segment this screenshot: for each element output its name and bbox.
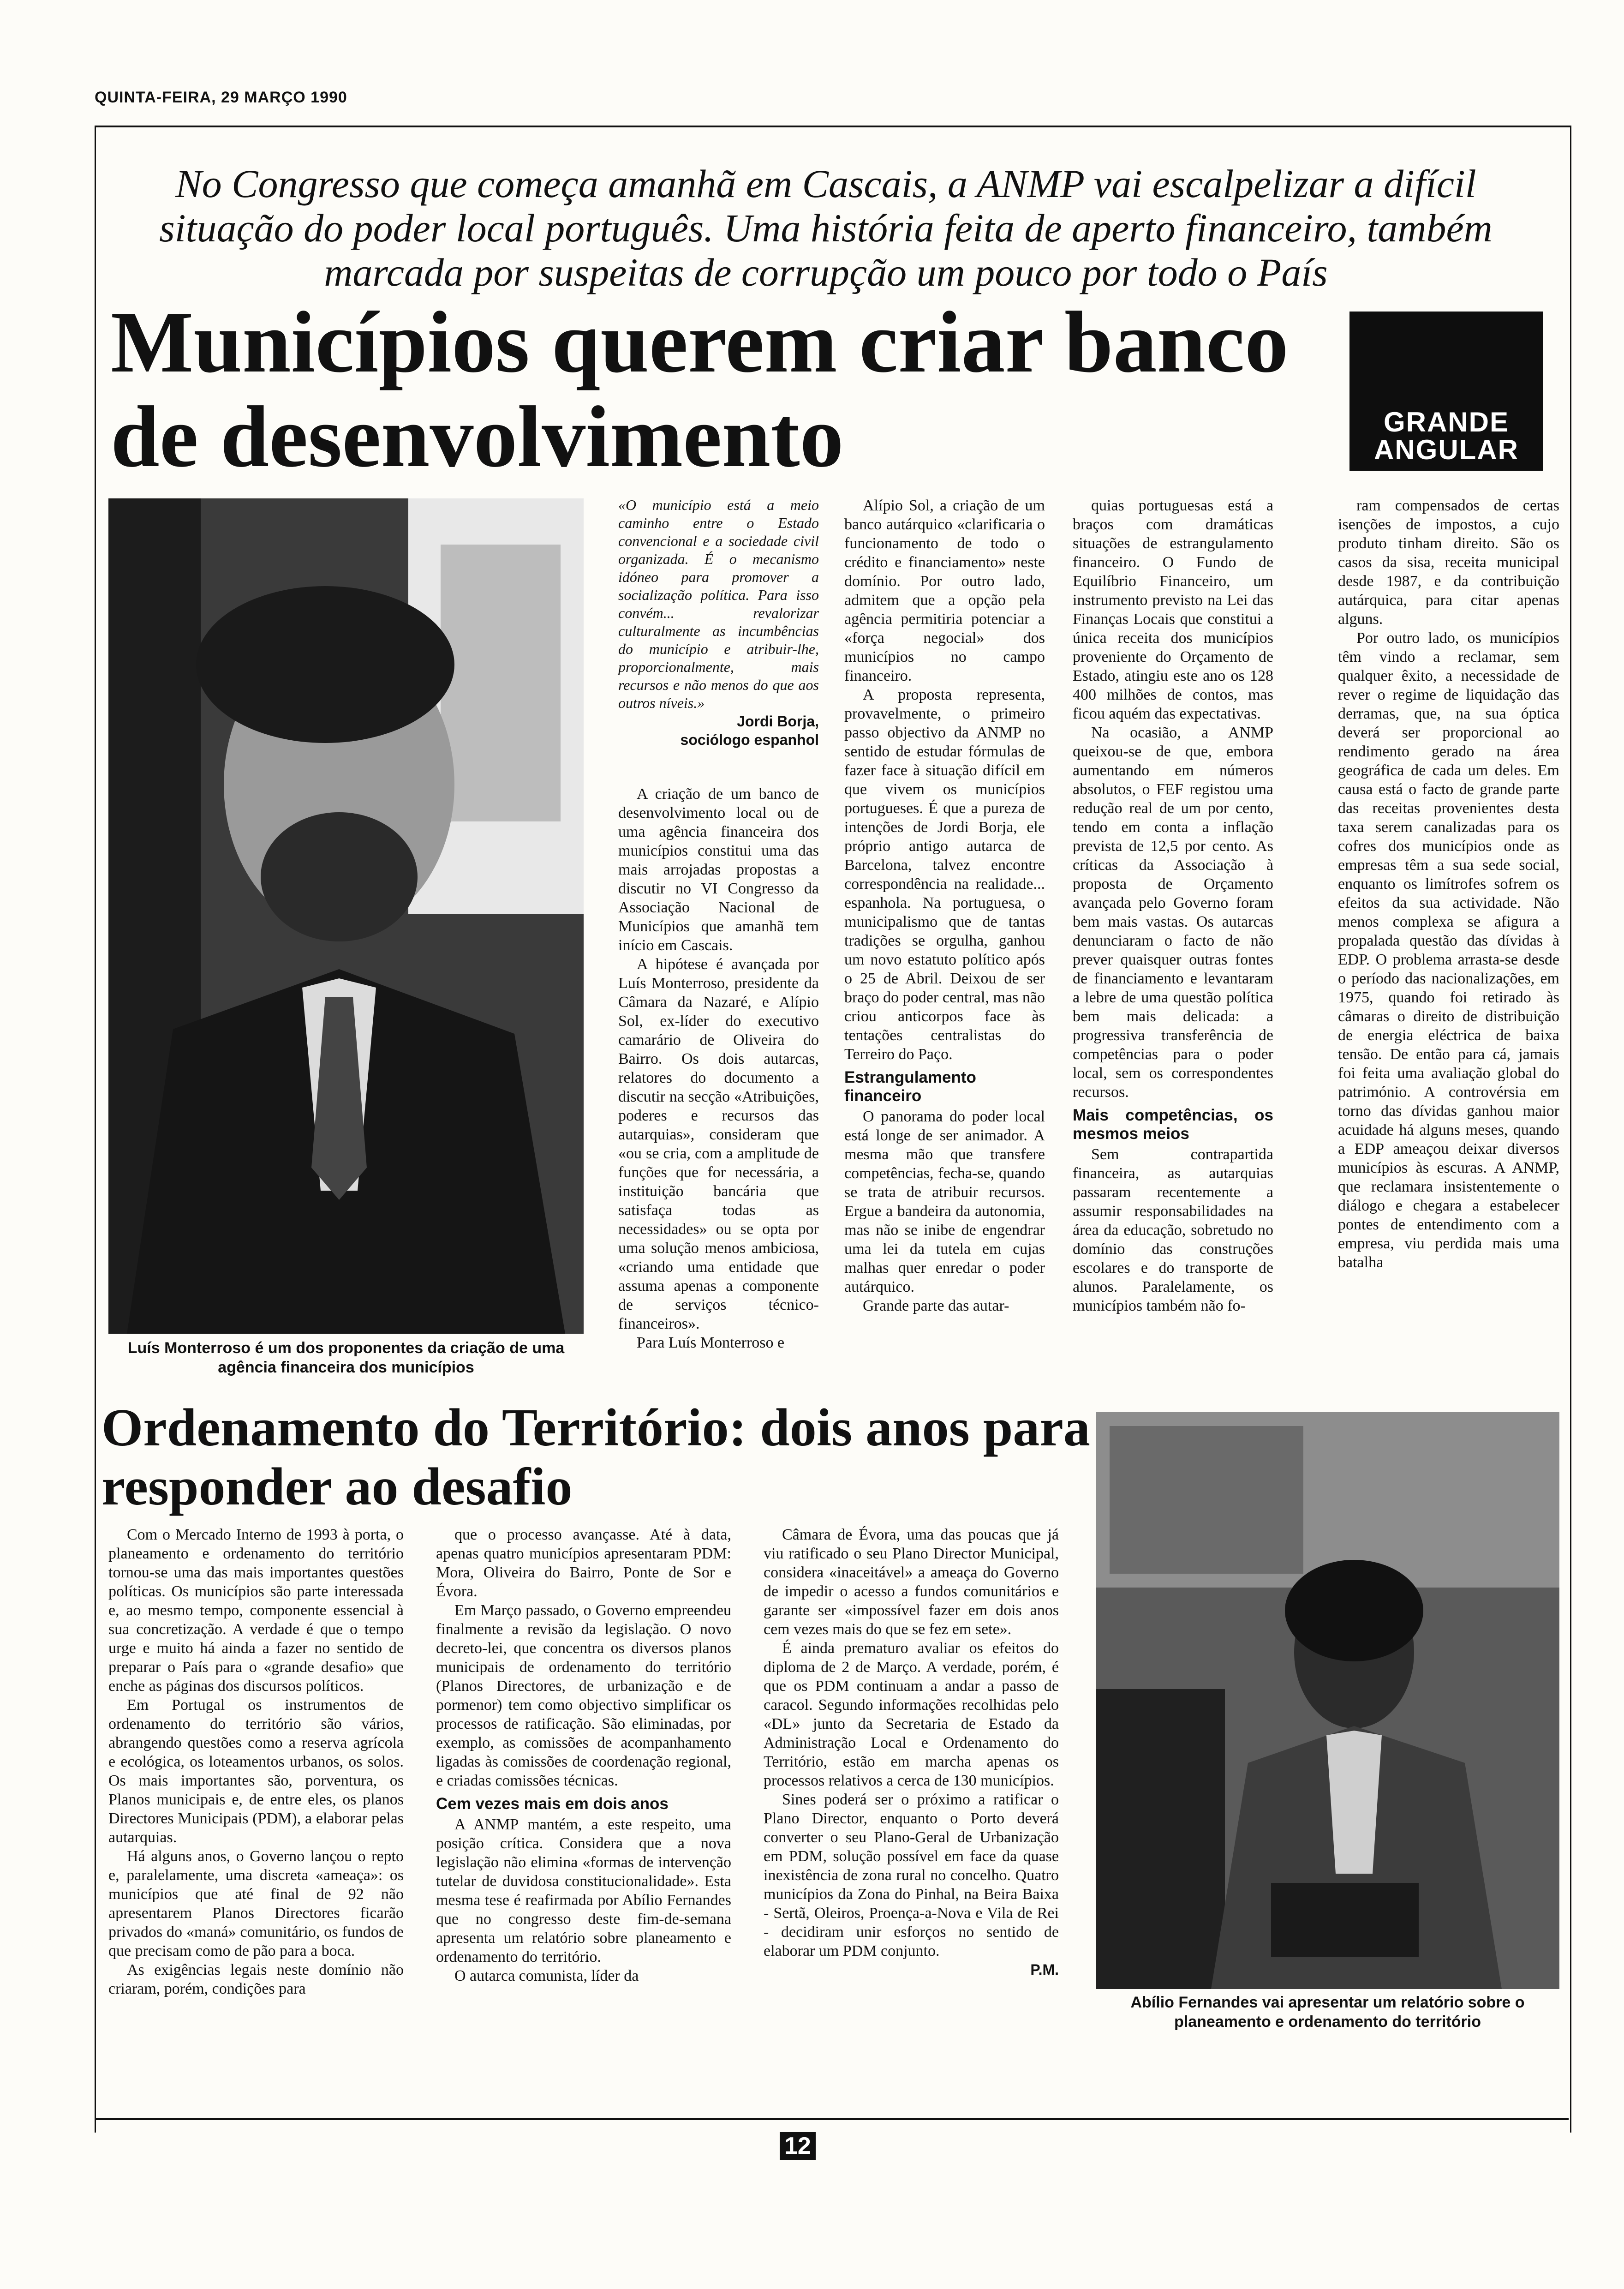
article1-column-4 xyxy=(1338,496,1559,1272)
article2-column-2 xyxy=(436,1525,731,1985)
paragraph: É ainda prematuro avaliar os efeitos do diploma de 2 de Março. A verdade, porém, é que os PDM continuam a andar a passo de caracol. Segundo informações recolhidas pelo «DL» junto da Secretaria de Estado da Administração Local e Ordenamento do Território, estão em marcha apenas os processos relativos a cerca de 130 municípios. xyxy=(764,1640,1059,1789)
paragraph: A proposta representa, provavelmente, o primeiro passo objectivo da ANMP no sentido de estudar fórmulas de fazer face à situação difícil em que vivem os municípios portugueses. É que a pureza de intenções de Jordi Borja, ele próprio antigo autarca de Barcelona, talvez encontre correspondência na realidade... espanhola. Na portuguesa, o municipalismo que de tantas tradições se orgulha, ganhou um novo estatuto político após o 25 de Abril. Deixou de ser braço do poder central, mas não criou anticorpos face às tentações centralistas do Terreiro do Paço. xyxy=(844,686,1045,1063)
paragraph: As exigências legais neste domínio não criaram, porém, condições para xyxy=(108,1961,404,1997)
portrait-illustration xyxy=(1096,1412,1559,1989)
photo-luis-monterroso xyxy=(108,498,584,1334)
quote-author-title: sociólogo espanhol xyxy=(680,731,819,748)
paragraph: A hipótese é avançada por Luís Monterroso, presidente da Câmara da Nazaré, e Alípio Sol, ex-líder do executivo camarário de Oliveira do Bairro. Os dois autarcas, relatores do documento a discutir na secção «Atribuições, poderes e recursos das autarquias», consideram que «ou se cria, com a amplitude de funções que for necessária, a instituição bancária que satisfaça todas as necessidades» ou se opta por uma solução menos ambiciosa, «criando uma entidade que assuma apenas a componente de serviços técnico-financeiros». xyxy=(618,956,819,1332)
photo1-caption: Luís Monterroso é um dos proponentes da criação de uma agência financeira dos municípios xyxy=(127,1339,565,1376)
dateline: QUINTA-FEIRA, 29 MARÇO 1990 xyxy=(95,89,347,106)
paragraph: A criação de um banco de desenvolvimento local ou de uma agência financeira dos municípios constitui uma das mais arrojadas propostas a discutir no VI Congresso da Associação Nacional de Municípios que amanhã tem início em Cascais. xyxy=(618,785,819,954)
paragraph: O autarca comunista, líder da xyxy=(454,1967,639,1984)
pull-quote xyxy=(618,496,819,749)
quote-author: Jordi Borja, xyxy=(737,713,819,730)
paragraph: Na ocasião, a ANMP queixou-se de que, embora aumentando em números absolutos, o FEF registou uma redução real de um por cento, tendo em conta a inflação prevista de 12,5 por cento. As críticas da Associação à proposta de Orçamento avançada pelo Governo foram bem mais vastas. Os autarcas denunciaram o facto de não prever quaisquer outras fontes de financiamento e levantaram a lebre de uma questão política bem mais delicada: a progressiva transferência de competências para o poder local, sem os correspondentes recursos. xyxy=(1073,724,1273,1101)
article2-column-1 xyxy=(108,1525,404,1998)
paragraph: Por outro lado, os municípios têm vindo a reclamar, sem qualquer êxito, a necessidade de rever o regime de liquidação das derramas, que, na sua óptica deverá ser proporcional ao rendimento gerado na área geográfica de cada um deles. Em causa está o facto de grande parte das receitas provenientes desta taxa serem canalizadas para os cofres dos municípios onde as empresas têm a sua sede social, enquanto os limítrofes sofrem os efeitos da sua actividade. Não menos complexa se afigura a propalada questão das dívidas à EDP. O problema arrasta-se desde o período das nacionalizações, em 1975, quando foi retirado às câmaras o direito de distribuição de energia eléctrica de baixa tensão. De então para cá, jamais foi feita uma avaliação global do património. A controvérsia em torno das dívidas ganhou maior acuidade há alguns meses, quando a EDP ameaçou deixar diversos municípios às escuras. A ANMP, que reclamara insistentemente o diálogo e chegara a estabelecer pontes de entendimento com a empresa, viu perdida mais uma batalha xyxy=(1338,629,1559,1271)
bottom-rule xyxy=(95,2118,1569,2120)
photo2-caption: Abílio Fernandes vai apresentar um relatório sobre o planeamento e ordenamento do território xyxy=(1130,1994,1525,2031)
paragraph: Em Março passado, o Governo empreendeu finalmente a revisão da legislação. O novo decreto-lei, que concentra os diversos planos municipais de ordenamento do território (Planos Directores, de urbanização e de pormenor) tem como objectivo simplificar os processos de ratificação. São eliminadas, por exemplo, as comissões de acompanhamento ligadas às comissões de coordenação regional, e criadas comissões técnicas. xyxy=(436,1602,731,1789)
article1-column-2 xyxy=(844,496,1045,1315)
paragraph: Câmara de Évora, uma das poucas que já viu ratificado o seu Plano Director Municipal, considera «inaceitável» a ameaça do Governo de impedir o acesso a fundos comunitários e garante ser «impossível fazer em dois anos cem vezes mais do que se fez em sete». xyxy=(764,1526,1059,1638)
author-signature: P.M. xyxy=(1030,1961,1059,1978)
second-headline: Ordenamento do Território: dois anos para responder ao desafio xyxy=(102,1398,1090,1516)
paragraph: Para Luís Monterroso e xyxy=(637,1334,785,1351)
intro-lead: No Congresso que começa amanhã em Cascais, a ANMP vai escalpelizar a difícil situação do poder local português. Uma história feita de aperto financeiro, também marcada por suspeitas de corrupção um pouco por todo o País xyxy=(159,162,1493,294)
paragraph: quias portuguesas está a braços com dramáticas situações de estrangulamento financeiro. O Fundo de Equilíbrio Financeiro, um instrumento previsto na Lei das Finanças Locais que constitui a única receita dos municípios proveniente do Orçamento de Estado, atingiu este ano os 128 400 milhões de contos, mas ficou aquém das expectativas. xyxy=(1073,497,1273,722)
paragraph: Há alguns anos, o Governo lançou o repto e, paralelamente, uma discreta «ameaça»: os municípios que até final de 92 não apresentarem Planos Directores ficarão privados do «maná» comunitário, os fundos de que precisam como de pão para a boca. xyxy=(108,1848,404,1959)
paragraph: A ANMP mantém, a este respeito, uma posição crítica. Considera que a nova legislação não elimina «formas de intervenção tutelar de duvidosa constitucionalidade». Esta mesma tese é reafirmada por Abílio Fernandes que no congresso deste fim-de-semana apresenta um relatório sobre planeamento e ordenamento do território. xyxy=(436,1816,731,1965)
subheading-cem-vezes: Cem vezes mais em dois anos xyxy=(436,1795,669,1813)
photo-abilio-fernandes xyxy=(1096,1412,1559,1989)
article2-column-3 xyxy=(764,1525,1059,1979)
quote-text: «O município está a meio caminho entre o Estado convencional e a sociedade civil organizada. É o mecanismo idóneo para promover a socialização política. Para isso convém... revalorizar culturalmente as incumbências do município e atribuir-lhe, proporcionalmente, mais recursos e não menos do que aos outros níveis.» xyxy=(618,497,819,711)
paragraph: Alípio Sol, a criação de um banco autárquico «clarificaria o funcionamento de todo o crédito e financiamento» neste domínio. Por outro lado, admitem que a opção pela agência permitiria potenciar a «força negocial» dos municípios no campo financeiro. xyxy=(844,497,1045,684)
portrait-illustration xyxy=(108,498,584,1334)
page-number: 12 xyxy=(780,2132,816,2160)
badge-line-1: GRANDE xyxy=(1383,407,1509,437)
subheading-estrangulamento: Estrangulamento financeiro xyxy=(844,1068,976,1105)
paragraph: Sines poderá ser o próximo a ratificar o Plano Director, enquanto o Porto deverá converter o seu Plano-Geral de Urbanização em PDM, solução possível em face da quase inexistência de zona rural no concelho. Quatro municípios da Zona do Pinhal, na Beira Baixa - Sertã, Oleiros, Proença-a-Nova e Vila de Rei - decidiram unir esforços no sentido de elaborar um PDM conjunto. xyxy=(764,1791,1059,1959)
article1-column-3 xyxy=(1073,496,1273,1315)
paragraph: Grande parte das autar- xyxy=(863,1297,1009,1314)
paragraph: Com o Mercado Interno de 1993 à porta, o planeamento e ordenamento do território tornou-se uma das mais importantes questões políticas. Os municípios são parte interessada e, ao mesmo tempo, componente essencial à sua concretização. A verdade é que o tempo urge e muito há ainda a fazer no sentido de preparar o País para o «grande desafio» que enche as páginas dos discursos políticos. xyxy=(108,1526,404,1695)
paragraph: Em Portugal os instrumentos de ordenamento do território são vários, abrangendo questões como a reserva agrícola e ecológica, os loteamentos urbanos, os solos. Os mais importantes são, porventura, os Planos municipais e, de entre eles, os planos Directores Municipais (PDM), a elaborar pelas autarquias. xyxy=(108,1696,404,1846)
subheading-mais-competencias: Mais competências, os mesmos meios xyxy=(1073,1106,1273,1143)
paragraph: ram compensados de certas isenções de impostos, a cujo produto tinham direito. São os casos da sisa, receita municipal desde 1987, e da contribuição autárquica, para citar apenas alguns. xyxy=(1338,497,1559,628)
paragraph: Sem contrapartida financeira, as autarquias passaram recentemente a assumir responsabilidades na área da educação, sobretudo no domínio das construções escolares e do transporte de alunos. Paralelamente, os municípios também não fo- xyxy=(1073,1146,1273,1314)
paragraph: que o processo avançasse. Até à data, apenas quatro municípios apresentaram PDM: Mora, Oliveira do Bairro, Ponte de Sor e Évora. xyxy=(436,1526,731,1600)
section-badge xyxy=(1349,312,1543,471)
badge-line-2: ANGULAR xyxy=(1374,434,1519,465)
article1-column-1 xyxy=(618,785,819,1352)
main-headline: Municípios querem criar banco de desenvolvimento xyxy=(111,294,1289,485)
paragraph: O panorama do poder local está longe de ser animador. A mesma mão que transfere competências, fecha-se, quando se trata de atribuir recursos. Ergue a bandeira da autonomia, mas não se inibe de engendrar uma lei da tutela em cujas malhas quer enredar o poder autárquico. xyxy=(844,1108,1045,1295)
